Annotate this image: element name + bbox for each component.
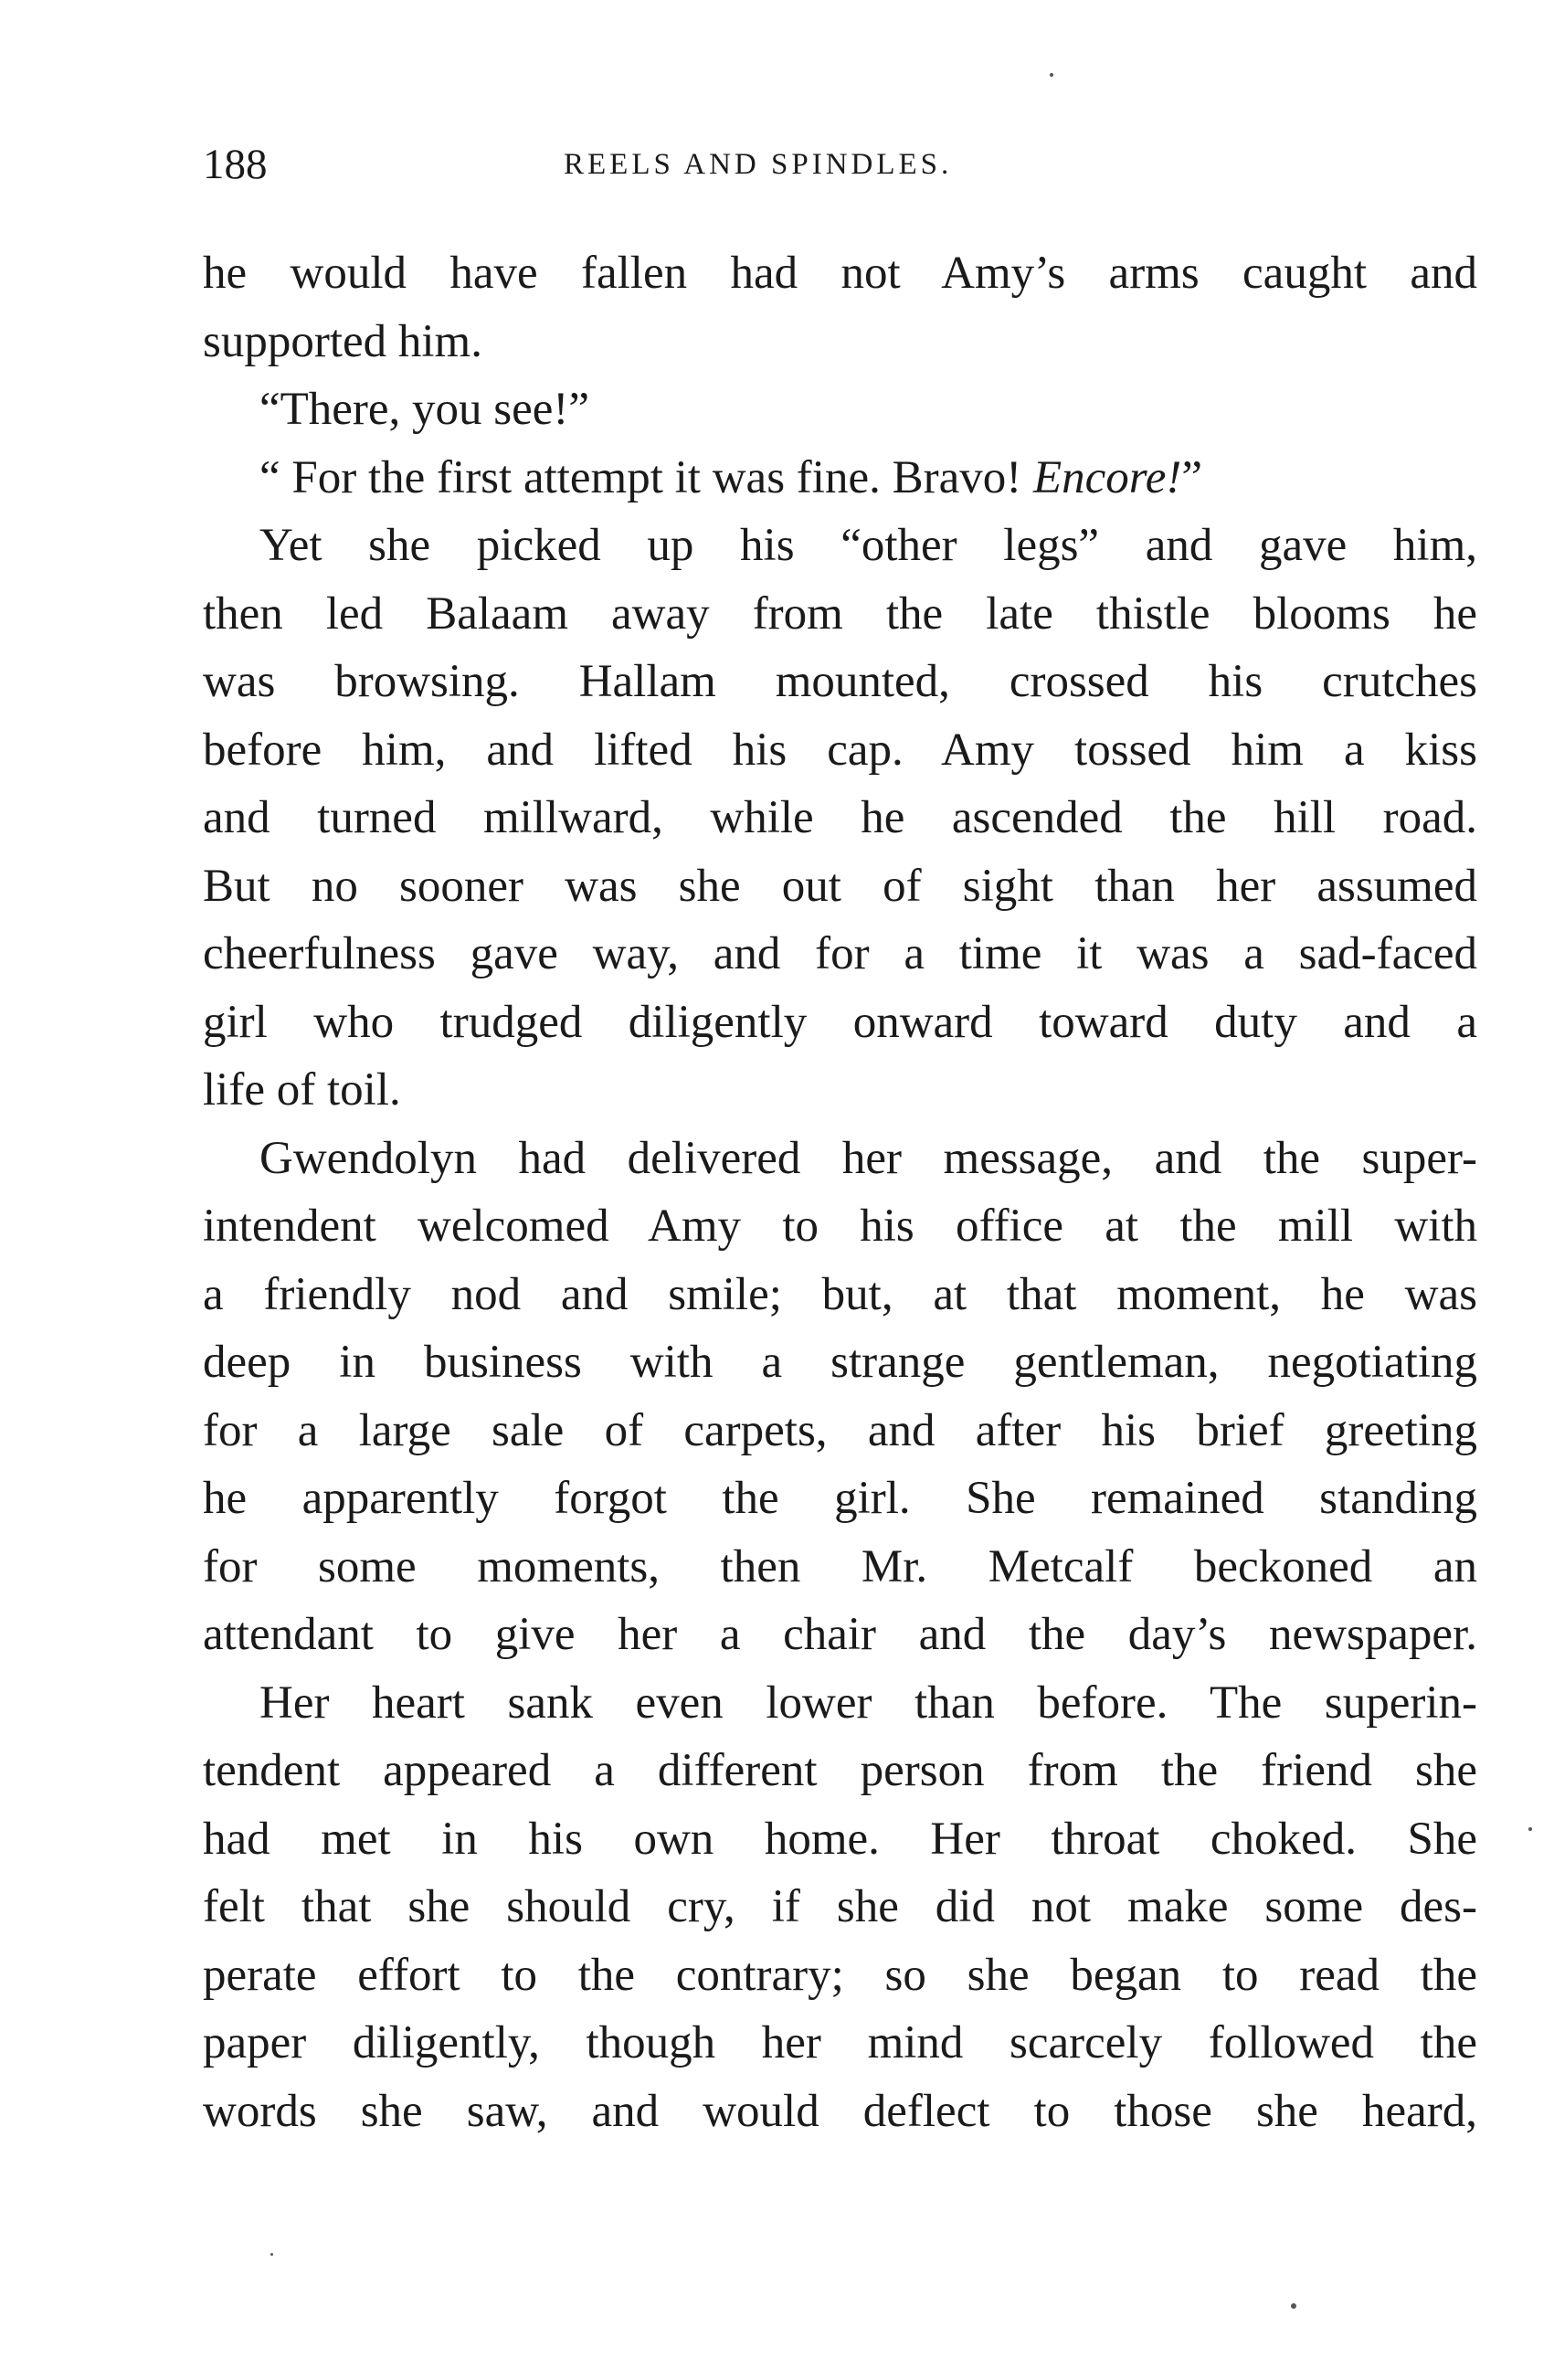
text-line: [203, 1805, 1477, 1874]
line-text: Gwendolyn had delivered her message, and the super-: [259, 1132, 1477, 1184]
line-italic-text: Encore!: [1021, 451, 1182, 503]
text-line: [203, 1261, 1477, 1329]
text-line: [203, 1941, 1477, 2010]
text-line: [203, 376, 1477, 444]
page-header: [203, 137, 1477, 192]
paper-speck: [1528, 1827, 1532, 1831]
line-text: supported him.: [203, 315, 482, 367]
line-text: he would have fallen had not Amy’s arms caught and: [203, 248, 1477, 299]
line-text: paper diligently, though her mind scarcely followed the: [203, 2017, 1477, 2068]
text-line: [203, 648, 1477, 716]
line-text: he apparently forgot the girl. She remained standing: [203, 1473, 1477, 1524]
text-line: [203, 1397, 1477, 1465]
line-closing-quote: ”: [1181, 451, 1202, 503]
line-text: a friendly nod and smile; but, at that moment, he was: [203, 1268, 1477, 1320]
line-text: girl who trudged diligently onward toward duty and a: [203, 996, 1477, 1048]
line-text: words she saw, and would deflect to those she heard,: [203, 2085, 1477, 2137]
line-text: for a large sale of carpets, and after his brief greeting: [203, 1404, 1477, 1456]
line-text: perate effort to the contrary; so she began to read the: [203, 1949, 1477, 2001]
paper-speck: [1291, 2303, 1296, 2309]
page-number: 188: [203, 141, 268, 188]
line-text: Yet she picked up his “other legs” and gave him,: [259, 520, 1477, 571]
text-line: [203, 1737, 1477, 1805]
paper-speck: [270, 2253, 273, 2256]
line-text: was browsing. Hallam mounted, crossed his crutches: [203, 656, 1477, 707]
text-line: [203, 1465, 1477, 1533]
line-text: had met in his own home. Her throat choked. She: [203, 1813, 1477, 1865]
body-text: [203, 239, 1477, 2145]
line-text: deep in business with a strange gentleman, negotiating: [203, 1337, 1477, 1388]
line-text: before him, and lifted his cap. Amy tossed him a kiss: [203, 724, 1477, 776]
line-text: for some moments, then Mr. Metcalf beckoned an: [203, 1540, 1477, 1592]
line-text: attendant to give her a chair and the day’s newspaper.: [203, 1609, 1477, 1660]
text-line: [203, 1328, 1477, 1397]
running-title: REELS AND SPINDLES.: [564, 148, 953, 181]
text-line: [203, 784, 1477, 852]
line-text: “ For the first attempt it was fine. Bravo!: [259, 451, 1022, 503]
line-text: life of toil.: [203, 1064, 401, 1116]
text-line: [203, 989, 1477, 1057]
text-line: [203, 512, 1477, 580]
line-text: and turned millward, while he ascended the hill road.: [203, 792, 1477, 843]
line-text: cheerfulness gave way, and for a time it was a sad-faced: [203, 928, 1477, 979]
text-line: [203, 1533, 1477, 1602]
text-line: [203, 444, 1477, 513]
line-text: then led Balaam away from the late thistle blooms he: [203, 587, 1477, 640]
line-text: intendent welcomed Amy to his office at the mill with: [203, 1201, 1477, 1252]
line-text: tendent appeared a different person from the friend she: [203, 1745, 1477, 1796]
text-line: [203, 1056, 1477, 1125]
text-line: [203, 1873, 1477, 1941]
line-text: felt that she should cry, if she did not make some des-: [203, 1881, 1477, 1932]
text-line: [203, 308, 1477, 376]
paper-speck: [1050, 73, 1053, 77]
text-line: [203, 239, 1477, 308]
text-line: [203, 852, 1477, 921]
text-line: [203, 716, 1477, 785]
text-line: [203, 580, 1477, 649]
text-line: [203, 2078, 1477, 2146]
line-text: “There, you see!”: [259, 384, 590, 435]
line-text: Her heart sank even lower than before. The superin-: [259, 1677, 1477, 1729]
text-line: [203, 2009, 1477, 2078]
text-line: [203, 1669, 1477, 1738]
line-text: But no sooner was she out of sight than her assumed: [203, 860, 1477, 912]
text-line: [203, 920, 1477, 989]
text-line: [203, 1601, 1477, 1669]
text-line: [203, 1192, 1477, 1261]
text-line: [203, 1125, 1477, 1193]
